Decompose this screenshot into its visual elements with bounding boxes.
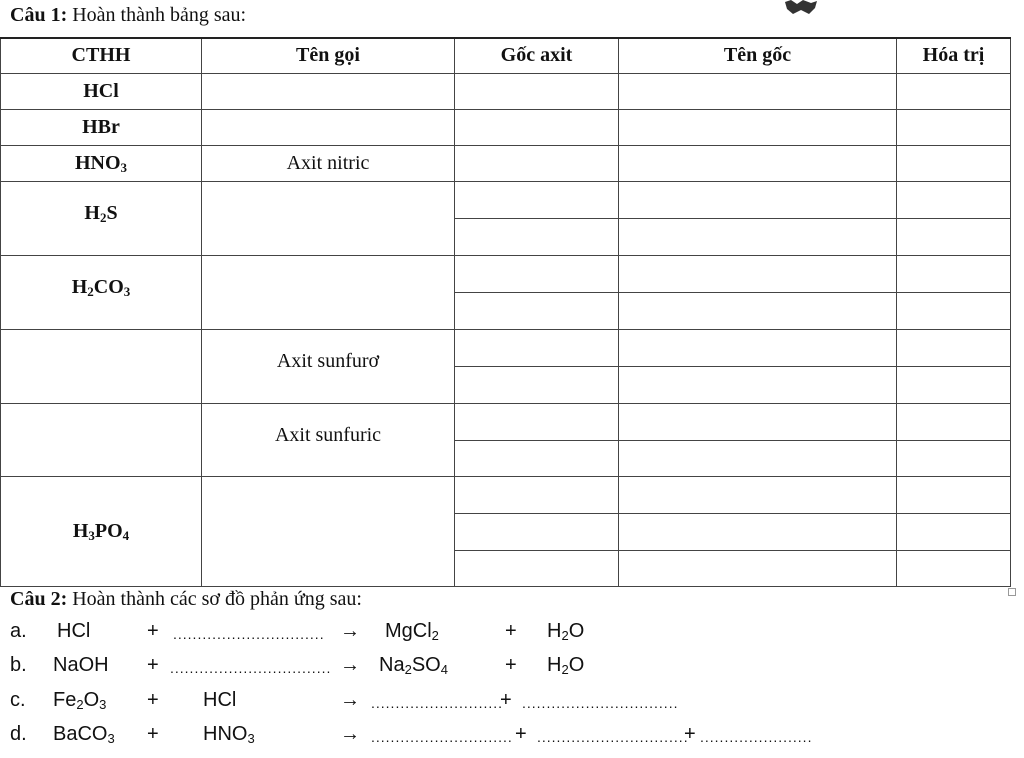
valence-cell[interactable] bbox=[897, 218, 1011, 255]
eq-a-plus: + bbox=[147, 620, 159, 642]
name-cell[interactable] bbox=[202, 73, 455, 109]
acid-radical-cell[interactable] bbox=[455, 145, 619, 181]
question-2-text: Hoàn thành các sơ đồ phản ứng sau: bbox=[72, 588, 362, 610]
radical-name-cell[interactable] bbox=[619, 550, 897, 586]
acid-radical-cell[interactable] bbox=[455, 366, 619, 403]
valence-cell[interactable] bbox=[897, 181, 1011, 218]
eq-c-reactant-2: HCl bbox=[203, 689, 237, 711]
radical-name-cell[interactable] bbox=[619, 513, 897, 550]
acid-radical-cell[interactable] bbox=[455, 329, 619, 366]
valence-cell[interactable] bbox=[897, 255, 1011, 292]
name-cell: Axit nitric bbox=[202, 145, 455, 181]
eq-a-arrow: → bbox=[340, 620, 360, 642]
valence-cell[interactable] bbox=[897, 329, 1011, 366]
formula-cell: HBr bbox=[1, 109, 202, 145]
formula-cell: HCl bbox=[1, 73, 202, 109]
header-valence: Hóa trị bbox=[897, 38, 1011, 73]
formula-cell: $H_3PO_4$ bbox=[1, 476, 202, 586]
radical-name-cell[interactable] bbox=[619, 366, 897, 403]
header-radical-name: Tên gốc bbox=[619, 38, 897, 73]
name-cell[interactable] bbox=[202, 255, 455, 329]
eq-a-plus-2: + bbox=[505, 620, 517, 642]
name-cell: Axit sunfurơ bbox=[202, 329, 455, 403]
radical-name-cell[interactable] bbox=[619, 109, 897, 145]
name-cell[interactable] bbox=[202, 109, 455, 145]
acid-radical-cell[interactable] bbox=[455, 550, 619, 586]
eq-d-arrow: → bbox=[340, 723, 360, 745]
table-header-row bbox=[1, 38, 1011, 73]
eq-b-blank[interactable]: ................................. bbox=[170, 660, 332, 676]
eq-a-product-2: $H_2O$ bbox=[547, 620, 585, 643]
radical-name-cell[interactable] bbox=[619, 255, 897, 292]
formula-cell: $H_2CO_3$ bbox=[1, 255, 202, 329]
radical-name-cell[interactable] bbox=[619, 73, 897, 109]
corner-marker bbox=[1008, 588, 1016, 596]
acid-radical-cell[interactable] bbox=[455, 255, 619, 292]
name-cell[interactable] bbox=[202, 476, 455, 586]
eq-a-letter: a. bbox=[10, 620, 27, 642]
question-1-label: Câu 1: bbox=[10, 4, 68, 26]
eq-c-reactant-1: $Fe_2O_3$ bbox=[53, 689, 107, 712]
eq-d-plus-3: + bbox=[684, 723, 696, 745]
eq-b-plus: + bbox=[147, 654, 159, 676]
header-acid-radical: Gốc axit bbox=[455, 38, 619, 73]
ink-blot-icon bbox=[783, 0, 819, 16]
table-row bbox=[1, 109, 1011, 145]
eq-d-reactant-1: BaCO$_3$ bbox=[53, 723, 115, 746]
table-row bbox=[1, 476, 1011, 513]
acid-radical-cell[interactable] bbox=[455, 109, 619, 145]
radical-name-cell[interactable] bbox=[619, 218, 897, 255]
acid-radical-cell[interactable] bbox=[455, 476, 619, 513]
header-formula: CTHH bbox=[1, 38, 202, 73]
acid-radical-cell[interactable] bbox=[455, 73, 619, 109]
eq-b-letter: b. bbox=[10, 654, 27, 676]
eq-b-product-1: $Na_2SO_4$ bbox=[379, 654, 448, 677]
name-cell: Axit sunfuric bbox=[202, 403, 455, 476]
valence-cell[interactable] bbox=[897, 403, 1011, 440]
valence-cell[interactable] bbox=[897, 513, 1011, 550]
eq-c-blank-2[interactable]: ................................ bbox=[522, 695, 679, 711]
eq-d-blank-1[interactable]: ............................. bbox=[371, 729, 513, 745]
acid-radical-cell[interactable] bbox=[455, 403, 619, 440]
radical-name-cell[interactable] bbox=[619, 329, 897, 366]
valence-cell[interactable] bbox=[897, 109, 1011, 145]
eq-c-plus: + bbox=[147, 689, 159, 711]
eq-a-product-1: MgCl$_2$ bbox=[385, 620, 439, 643]
formula-cell[interactable] bbox=[1, 403, 202, 476]
eq-c-arrow: → bbox=[340, 689, 360, 711]
valence-cell[interactable] bbox=[897, 145, 1011, 181]
eq-d-blank-2[interactable]: ............................... bbox=[537, 729, 689, 745]
valence-cell[interactable] bbox=[897, 366, 1011, 403]
table-row bbox=[1, 255, 1011, 292]
question-2-heading bbox=[10, 588, 362, 611]
eq-d-plus: + bbox=[147, 723, 159, 745]
table-row bbox=[1, 73, 1011, 109]
radical-name-cell[interactable] bbox=[619, 476, 897, 513]
acid-radical-cell[interactable] bbox=[455, 513, 619, 550]
question-1-heading bbox=[10, 4, 246, 27]
radical-name-cell[interactable] bbox=[619, 292, 897, 329]
eq-d-blank-3[interactable]: ....................... bbox=[700, 729, 813, 745]
valence-cell[interactable] bbox=[897, 550, 1011, 586]
table-row bbox=[1, 403, 1011, 440]
eq-b-reactant-1: NaOH bbox=[53, 654, 109, 676]
eq-a-reactant-1: HCl bbox=[57, 620, 91, 642]
acid-radical-cell[interactable] bbox=[455, 218, 619, 255]
acid-table bbox=[0, 37, 1011, 587]
question-2-label: Câu 2: bbox=[10, 588, 68, 610]
eq-c-letter: c. bbox=[10, 689, 26, 711]
eq-b-plus-2: + bbox=[505, 654, 517, 676]
radical-name-cell[interactable] bbox=[619, 403, 897, 440]
eq-c-plus-2: + bbox=[500, 689, 512, 711]
question-1-text: Hoàn thành bảng sau: bbox=[72, 4, 247, 26]
acid-radical-cell[interactable] bbox=[455, 181, 619, 218]
eq-b-arrow: → bbox=[340, 654, 360, 676]
table-row bbox=[1, 329, 1011, 366]
valence-cell[interactable] bbox=[897, 440, 1011, 476]
eq-c-blank-1[interactable]: ........................... bbox=[371, 695, 504, 711]
valence-cell[interactable] bbox=[897, 292, 1011, 329]
acid-radical-cell[interactable] bbox=[455, 440, 619, 476]
formula-cell[interactable] bbox=[1, 329, 202, 403]
formula-cell: $HNO_3$ bbox=[1, 145, 202, 181]
radical-name-cell[interactable] bbox=[619, 440, 897, 476]
eq-a-blank[interactable]: ............................... bbox=[173, 626, 325, 642]
radical-name-cell[interactable] bbox=[619, 181, 897, 218]
table-row bbox=[1, 181, 1011, 218]
eq-d-plus-2: + bbox=[515, 723, 527, 745]
table-row bbox=[1, 145, 1011, 181]
valence-cell[interactable] bbox=[897, 476, 1011, 513]
valence-cell[interactable] bbox=[897, 73, 1011, 109]
name-cell[interactable] bbox=[202, 181, 455, 255]
header-name: Tên gọi bbox=[202, 38, 455, 73]
radical-name-cell[interactable] bbox=[619, 145, 897, 181]
formula-cell: $H_2S$ bbox=[1, 181, 202, 255]
eq-d-letter: d. bbox=[10, 723, 27, 745]
eq-b-product-2: $H_2O$ bbox=[547, 654, 585, 677]
eq-d-reactant-2: $HNO_3$ bbox=[203, 723, 255, 746]
acid-radical-cell[interactable] bbox=[455, 292, 619, 329]
